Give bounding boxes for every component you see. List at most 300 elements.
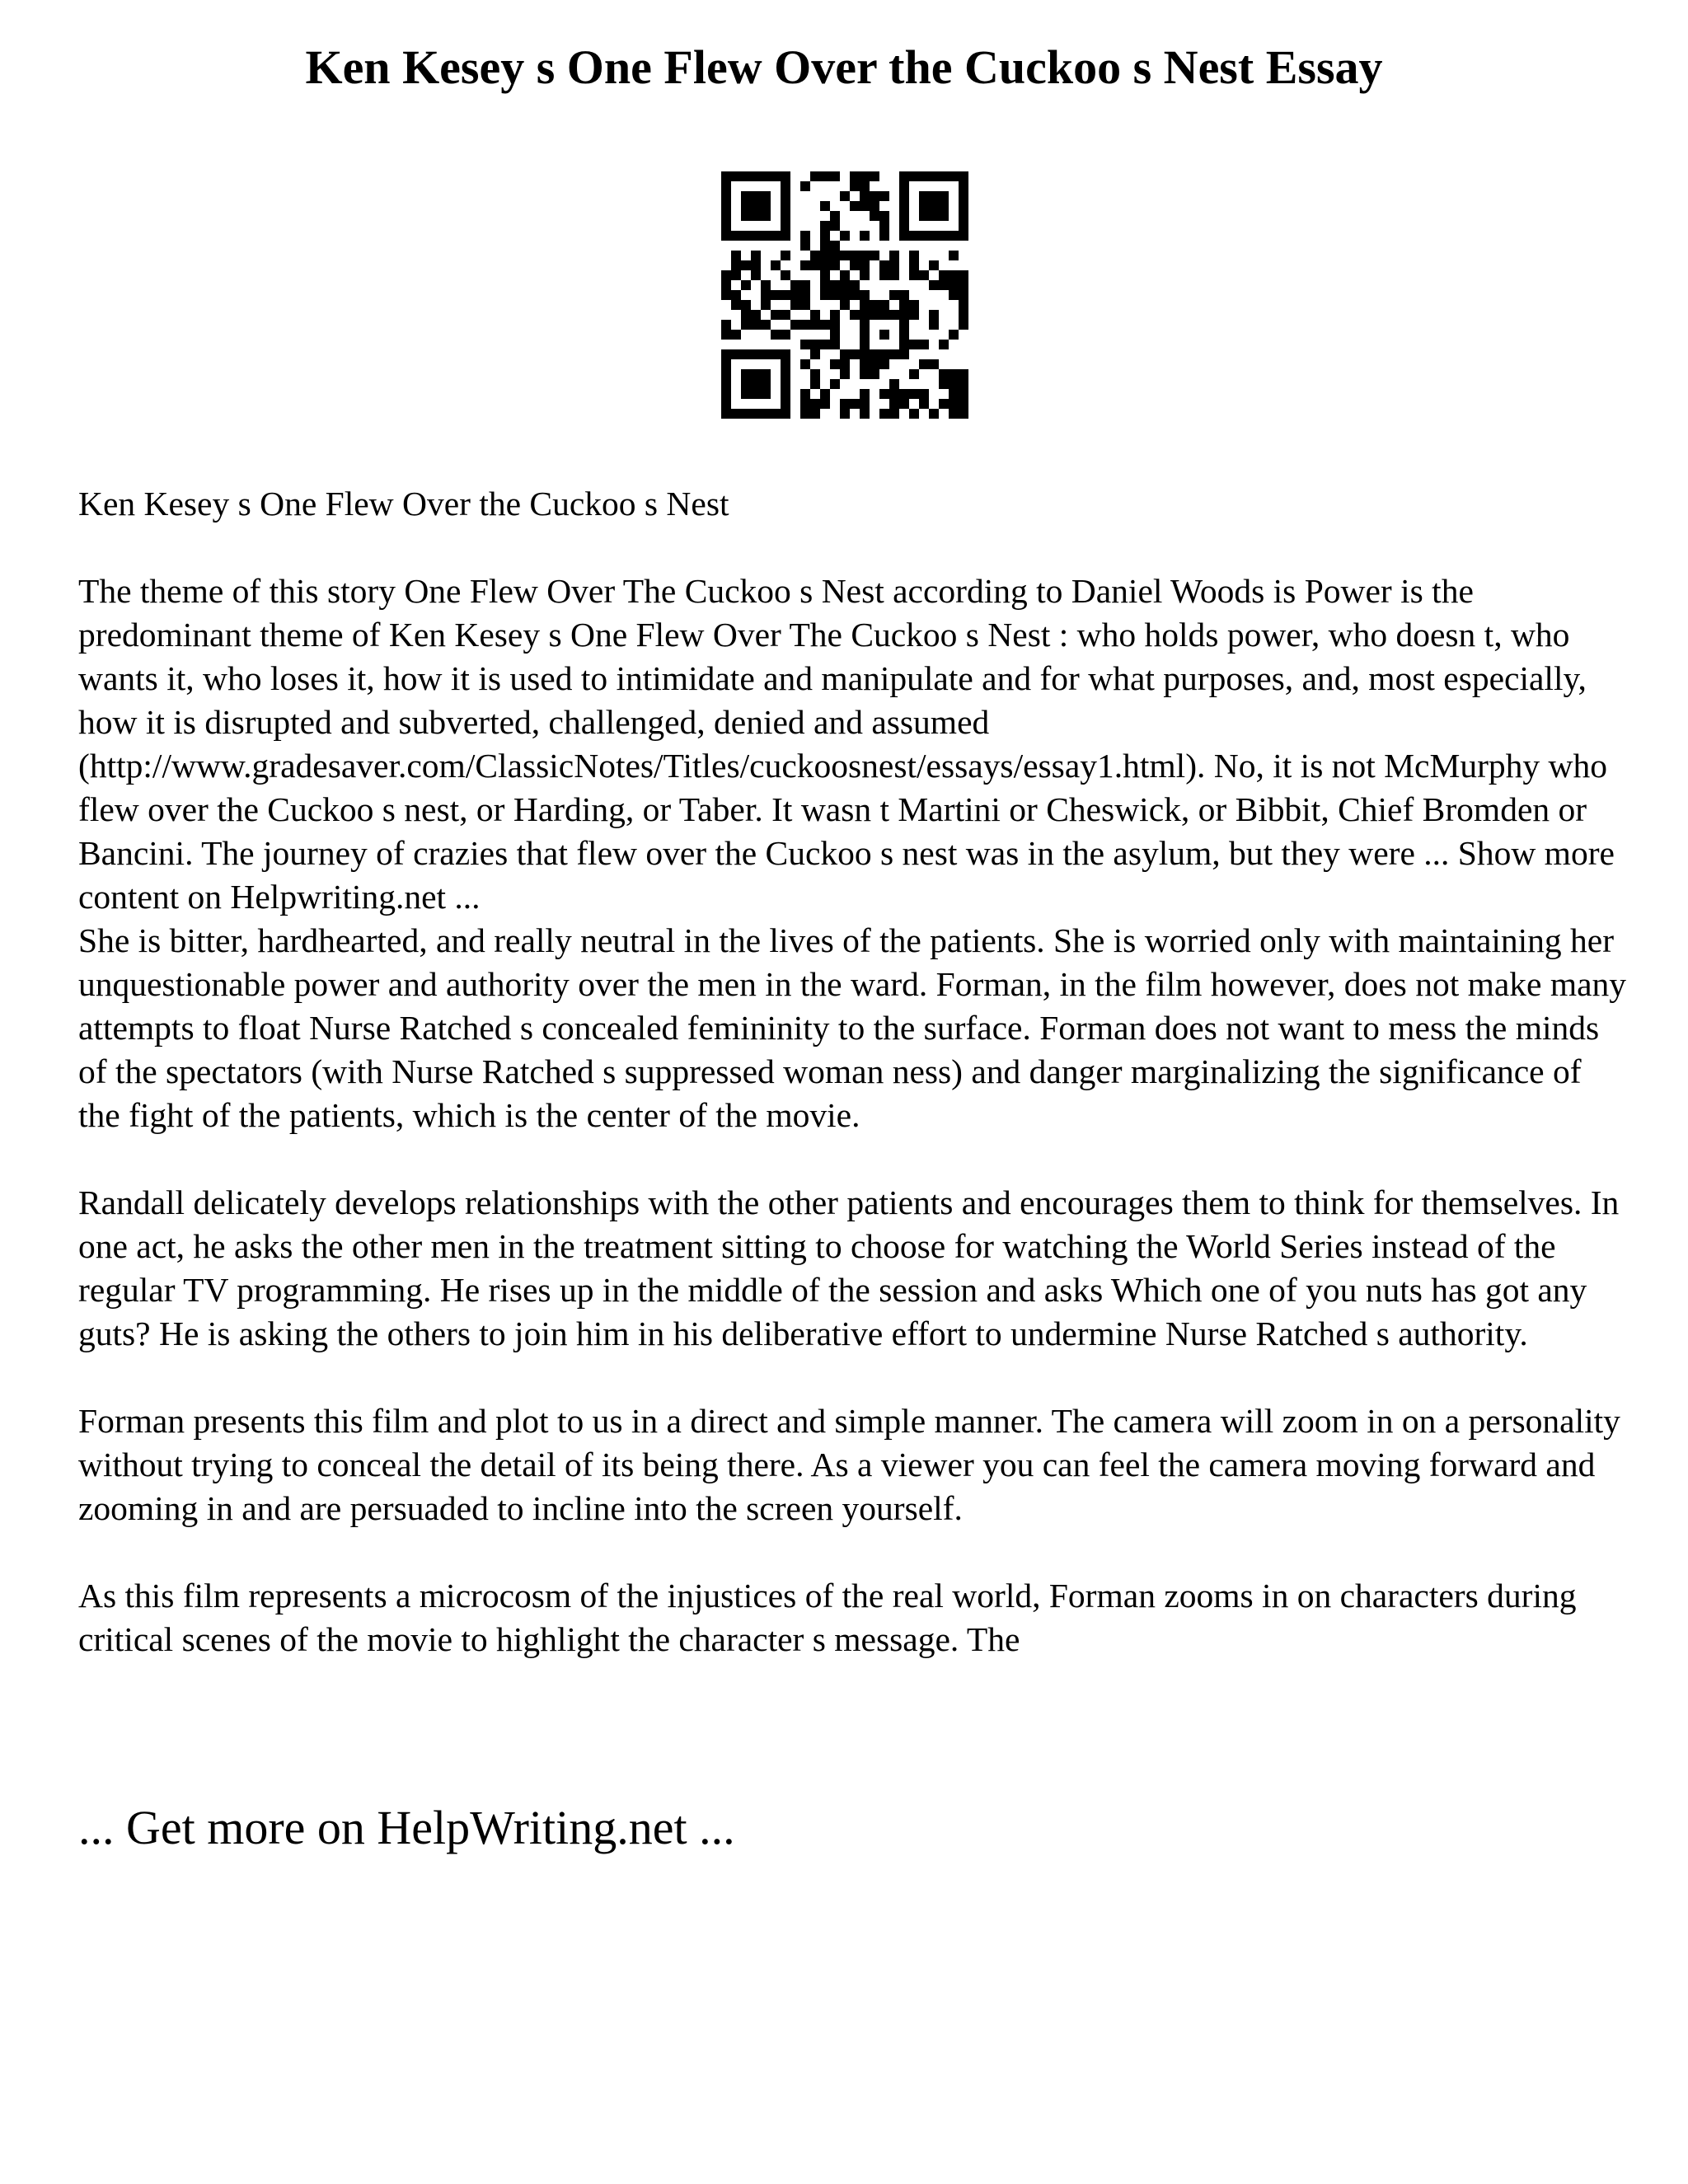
qr-module: [870, 310, 879, 320]
qr-module: [781, 369, 790, 379]
qr-module: [949, 389, 959, 399]
qr-module: [761, 231, 771, 241]
qr-module: [820, 231, 830, 241]
qr-module: [761, 191, 771, 201]
qr-module: [899, 310, 909, 320]
qr-module: [949, 369, 959, 379]
qr-code-icon: [721, 171, 968, 419]
qr-module: [741, 310, 751, 320]
spacer: [78, 1137, 1628, 1181]
qr-module: [899, 330, 909, 340]
qr-module: [810, 320, 820, 330]
qr-module: [929, 310, 939, 320]
qr-module: [899, 349, 909, 359]
qr-module: [800, 231, 810, 241]
qr-module: [790, 300, 800, 310]
qr-module: [959, 369, 968, 379]
qr-module: [830, 280, 840, 290]
qr-module: [879, 359, 889, 369]
qr-module: [721, 409, 731, 419]
paragraph-1: The theme of this story One Flew Over The Cuckoo s Nest according to Daniel Woods is Power is the predominant theme of Ken Kesey s One Flew Over The Cuckoo s Nest : who holds power, who doesn t, who wants it, who loses it, how it is used to intimidate and manipulate and for what purposes, and, most especially, how it is disrupted and subverted, challenged, denied and assumed (http://www.gradesaver.com/ClassicNotes/Titles/cuckoosnest/essays/essay1.html). No, it is not McMurphy who flew over the Cuckoo s nest, or Harding, or Taber. It wasn t Martini or Cheswick, or Bibbit, Chief Bromden or Bancini. The journey of crazies that flew over the Cuckoo s nest was in the asylum, but they were ... Show more content on Helpwriting.net ...: [78, 572, 1615, 916]
qr-module: [810, 379, 820, 389]
qr-module: [899, 191, 909, 201]
qr-module: [879, 310, 889, 320]
qr-module: [781, 290, 790, 300]
qr-module: [820, 270, 830, 280]
qr-module: [771, 260, 781, 270]
qr-module: [860, 320, 870, 330]
qr-module: [860, 389, 870, 399]
qr-module: [959, 379, 968, 389]
qr-module: [721, 369, 731, 379]
qr-module: [959, 221, 968, 231]
qr-module: [860, 270, 870, 280]
qr-module: [721, 171, 731, 181]
qr-module: [949, 290, 959, 300]
qr-module: [870, 369, 879, 379]
qr-module: [850, 181, 860, 191]
qr-module: [889, 349, 899, 359]
qr-module: [830, 359, 840, 369]
qr-module: [781, 310, 790, 320]
qr-module: [860, 310, 870, 320]
qr-module: [879, 231, 889, 241]
qr-module: [761, 300, 771, 310]
qr-module: [899, 221, 909, 231]
qr-module: [761, 171, 771, 181]
qr-module: [781, 191, 790, 201]
qr-module: [850, 251, 860, 260]
qr-module: [949, 231, 959, 241]
qr-module: [820, 251, 830, 260]
qr-module: [889, 270, 899, 280]
qr-module: [790, 290, 800, 300]
qr-module: [810, 409, 820, 419]
qr-module: [870, 201, 879, 211]
qr-module: [741, 300, 751, 310]
qr-module: [929, 231, 939, 241]
qr-module: [741, 211, 751, 221]
qr-module: [820, 389, 830, 399]
qr-module: [800, 300, 810, 310]
qr-module: [731, 409, 741, 419]
qr-module: [731, 231, 741, 241]
qr-module: [751, 201, 761, 211]
qr-module: [860, 181, 870, 191]
qr-module: [909, 231, 919, 241]
qr-module: [761, 349, 771, 359]
qr-module: [949, 409, 959, 419]
qr-module: [721, 330, 731, 340]
qr-module: [949, 270, 959, 280]
paragraph-2: She is bitter, hardhearted, and really neutral in the lives of the patients. She is worried only with maintaining her unquestionable power and authority over the men in the ward. Forman, in the film however, does not make many attempts to float Nurse Ratched s concealed femininity to the surface. Forman does not want to mess the minds of the spectators (with Nurse Ratched s suppressed woman ness) and danger marginalizing the significance of the fight of the patients, which is the center of the movie.: [78, 921, 1627, 1134]
qr-module: [830, 379, 840, 389]
qr-module: [870, 359, 879, 369]
qr-module: [820, 280, 830, 290]
qr-module: [919, 171, 929, 181]
qr-module: [761, 320, 771, 330]
qr-module: [820, 221, 830, 231]
qr-module: [781, 171, 790, 181]
qr-module: [781, 330, 790, 340]
qr-module: [899, 389, 909, 399]
qr-module: [939, 280, 949, 290]
qr-module: [721, 270, 731, 280]
qr-module: [721, 349, 731, 359]
qr-module: [860, 201, 870, 211]
qr-module: [870, 349, 879, 359]
qr-module: [850, 201, 860, 211]
qr-module: [781, 181, 790, 191]
qr-module: [830, 320, 840, 330]
qr-module: [919, 340, 929, 349]
qr-module: [860, 290, 870, 300]
qr-module: [879, 221, 889, 231]
qr-module: [959, 211, 968, 221]
qr-module: [751, 191, 761, 201]
qr-module: [850, 399, 860, 409]
qr-module: [721, 399, 731, 409]
qr-module: [800, 290, 810, 300]
qr-module: [751, 251, 761, 260]
qr-module: [800, 260, 810, 270]
qr-module: [899, 201, 909, 211]
qr-module: [840, 270, 850, 280]
qr-module: [731, 290, 741, 300]
qr-module: [721, 221, 731, 231]
qr-module: [850, 310, 860, 320]
qr-module: [860, 359, 870, 369]
qr-module: [771, 330, 781, 340]
qr-module: [731, 260, 741, 270]
qr-module: [870, 300, 879, 310]
qr-module: [771, 290, 781, 300]
qr-module: [781, 211, 790, 221]
qr-module: [721, 280, 731, 290]
qr-module: [860, 300, 870, 310]
qr-module: [840, 349, 850, 359]
qr-module: [771, 231, 781, 241]
qr-module: [929, 359, 939, 369]
qr-module: [741, 369, 751, 379]
qr-module: [810, 369, 820, 379]
qr-module: [919, 211, 929, 221]
qr-module: [731, 270, 741, 280]
qr-module: [741, 201, 751, 211]
qr-module: [751, 409, 761, 419]
qr-module: [800, 241, 810, 251]
qr-module: [771, 171, 781, 181]
qr-module: [820, 241, 830, 251]
qr-module: [800, 320, 810, 330]
qr-module: [889, 290, 899, 300]
qr-module: [820, 399, 830, 409]
qr-module: [959, 389, 968, 399]
qr-module: [761, 290, 771, 300]
qr-module: [879, 300, 889, 310]
qr-module: [889, 251, 899, 260]
qr-module: [721, 290, 731, 300]
get-more-link[interactable]: ... Get more on HelpWriting.net ...: [78, 1801, 735, 1854]
qr-module: [959, 171, 968, 181]
qr-module: [929, 260, 939, 270]
qr-module: [800, 340, 810, 349]
qr-module: [899, 320, 909, 330]
qr-module: [909, 310, 919, 320]
qr-module: [899, 211, 909, 221]
qr-module: [949, 399, 959, 409]
qr-module: [860, 231, 870, 241]
qr-module: [751, 379, 761, 389]
qr-module: [919, 231, 929, 241]
qr-module: [781, 231, 790, 241]
qr-module: [879, 191, 889, 201]
qr-module: [840, 231, 850, 241]
qr-module: [879, 349, 889, 359]
qr-module: [860, 369, 870, 379]
qr-module: [850, 171, 860, 181]
qr-module: [959, 320, 968, 330]
qr-module: [939, 270, 949, 280]
qr-module: [939, 369, 949, 379]
qr-module: [889, 399, 899, 409]
qr-module: [751, 320, 761, 330]
qr-module: [919, 191, 929, 201]
qr-module: [889, 389, 899, 399]
qr-module: [830, 330, 840, 340]
qr-module: [939, 191, 949, 201]
qr-module: [840, 359, 850, 369]
qr-module: [860, 191, 870, 201]
qr-module: [889, 409, 899, 419]
qr-module: [790, 280, 800, 290]
qr-module: [909, 260, 919, 270]
qr-module: [840, 409, 850, 419]
qr-module: [929, 211, 939, 221]
qr-module: [810, 260, 820, 270]
qr-module: [840, 300, 850, 310]
qr-module: [830, 241, 840, 251]
qr-module: [790, 320, 800, 330]
qr-module: [751, 349, 761, 359]
qr-module: [929, 171, 939, 181]
qr-module: [741, 260, 751, 270]
qr-module: [860, 260, 870, 270]
qr-module: [850, 260, 860, 270]
qr-module: [830, 211, 840, 221]
qr-module: [741, 280, 751, 290]
qr-module: [879, 270, 889, 280]
qr-module: [929, 201, 939, 211]
qr-module: [929, 191, 939, 201]
qr-module: [751, 310, 761, 320]
qr-module: [771, 409, 781, 419]
qr-module: [721, 231, 731, 241]
qr-module: [850, 290, 860, 300]
qr-module: [830, 310, 840, 320]
qr-module: [899, 181, 909, 191]
qr-module: [870, 251, 879, 260]
qr-module: [810, 310, 820, 320]
qr-module: [781, 409, 790, 419]
qr-module: [820, 320, 830, 330]
qr-module: [820, 290, 830, 300]
qr-module: [721, 201, 731, 211]
qr-module: [899, 290, 909, 300]
qr-module: [850, 280, 860, 290]
qr-module: [761, 389, 771, 399]
qr-module: [919, 399, 929, 409]
qr-module: [879, 260, 889, 270]
qr-module: [909, 409, 919, 419]
qr-module: [741, 231, 751, 241]
qr-module: [949, 251, 959, 260]
qr-module: [959, 290, 968, 300]
qr-module: [959, 310, 968, 320]
qr-module: [751, 211, 761, 221]
paragraph-4: Forman presents this film and plot to us in a direct and simple manner. The camera will zoom in on a personality without trying to conceal the detail of its being there. As a viewer you can feel the camera moving forward and zooming in and are persuaded to incline into the screen yourself.: [78, 1402, 1620, 1527]
qr-module: [830, 340, 840, 349]
qr-module: [761, 369, 771, 379]
qr-module: [731, 251, 741, 260]
qr-module: [899, 399, 909, 409]
essay-body: [78, 482, 1628, 1661]
qr-module: [761, 211, 771, 221]
qr-module: [751, 260, 761, 270]
paragraph-5: As this film represents a microcosm of the injustices of the real world, Forman zooms in on characters during critical scenes of the movie to highlight the character s message. The: [78, 1577, 1577, 1658]
qr-module: [879, 389, 889, 399]
qr-module: [741, 349, 751, 359]
qr-module: [751, 389, 761, 399]
qr-module: [800, 280, 810, 290]
qr-module: [860, 340, 870, 349]
qr-module: [731, 300, 741, 310]
spacer: [78, 526, 1628, 569]
qr-module: [781, 399, 790, 409]
qr-module: [879, 211, 889, 221]
qr-module: [751, 369, 761, 379]
qr-module: [751, 270, 761, 280]
qr-module: [800, 389, 810, 399]
qr-module: [721, 389, 731, 399]
qr-module: [751, 171, 761, 181]
qr-module: [959, 409, 968, 419]
qr-module: [929, 320, 939, 330]
qr-module: [959, 181, 968, 191]
qr-module: [721, 359, 731, 369]
paragraph-3: Randall delicately develops relationships with the other patients and encourages them to think for themselves. In one act, he asks the other men in the treatment sitting to choose for watching the World Series instead of the regular TV programming. He rises up in the middle of the session and asks Which one of you nuts has got any guts? He is asking the others to join him in his deliberative effort to undermine Nurse Ratched s authority.: [78, 1183, 1620, 1352]
qr-module: [929, 280, 939, 290]
qr-module: [751, 231, 761, 241]
qr-module: [850, 349, 860, 359]
qr-module: [771, 349, 781, 359]
qr-module: [781, 270, 790, 280]
qr-module: [741, 171, 751, 181]
qr-module: [781, 221, 790, 231]
qr-module: [879, 409, 889, 419]
qr-module: [840, 191, 850, 201]
qr-module: [909, 300, 919, 310]
qr-module: [840, 399, 850, 409]
qr-module: [830, 260, 840, 270]
qr-module: [909, 270, 919, 280]
qr-module: [889, 379, 899, 389]
qr-module: [899, 171, 909, 181]
qr-module: [919, 201, 929, 211]
qr-module: [721, 320, 731, 330]
qr-module: [840, 251, 850, 260]
qr-module: [820, 201, 830, 211]
qr-module: [939, 379, 949, 389]
qr-module: [870, 171, 879, 181]
qr-module: [781, 251, 790, 260]
qr-module: [860, 349, 870, 359]
qr-module: [810, 349, 820, 359]
document-title: Ken Kesey s One Flew Over the Cuckoo s Nest Essay: [305, 40, 1383, 94]
qr-module: [761, 201, 771, 211]
spacer: [78, 1530, 1628, 1574]
qr-module: [840, 290, 850, 300]
qr-module: [800, 409, 810, 419]
qr-module: [959, 231, 968, 241]
qr-module: [870, 211, 879, 221]
qr-module: [741, 191, 751, 201]
qr-module: [889, 310, 899, 320]
qr-module: [959, 270, 968, 280]
qr-module: [761, 409, 771, 419]
qr-module: [860, 409, 870, 419]
qr-module: [781, 379, 790, 389]
qr-module: [949, 330, 959, 340]
qr-module: [830, 221, 840, 231]
qr-module: [949, 379, 959, 389]
qr-module: [879, 330, 889, 340]
qr-module: [860, 251, 870, 260]
qr-module: [781, 359, 790, 369]
qr-module: [939, 211, 949, 221]
qr-module: [800, 359, 810, 369]
qr-module: [909, 389, 919, 399]
qr-module: [810, 251, 820, 260]
qr-module: [949, 280, 959, 290]
qr-module: [929, 409, 939, 419]
qr-module: [949, 171, 959, 181]
qr-module: [959, 280, 968, 290]
qr-module: [939, 171, 949, 181]
qr-module: [860, 330, 870, 340]
qr-module: [919, 389, 929, 399]
qr-module: [810, 340, 820, 349]
qr-module: [731, 349, 741, 359]
qr-module: [741, 389, 751, 399]
qr-module: [909, 251, 919, 260]
qr-module: [761, 280, 771, 290]
qr-module: [939, 231, 949, 241]
qr-module: [761, 379, 771, 389]
qr-module: [919, 270, 929, 280]
qr-module: [721, 191, 731, 201]
qr-module: [840, 369, 850, 379]
qr-module: [830, 251, 840, 260]
qr-module: [731, 171, 741, 181]
qr-module: [840, 280, 850, 290]
qr-module: [909, 369, 919, 379]
qr-module: [781, 201, 790, 211]
qr-module: [889, 260, 899, 270]
qr-module: [939, 399, 949, 409]
qr-module: [909, 340, 919, 349]
qr-module: [810, 171, 820, 181]
